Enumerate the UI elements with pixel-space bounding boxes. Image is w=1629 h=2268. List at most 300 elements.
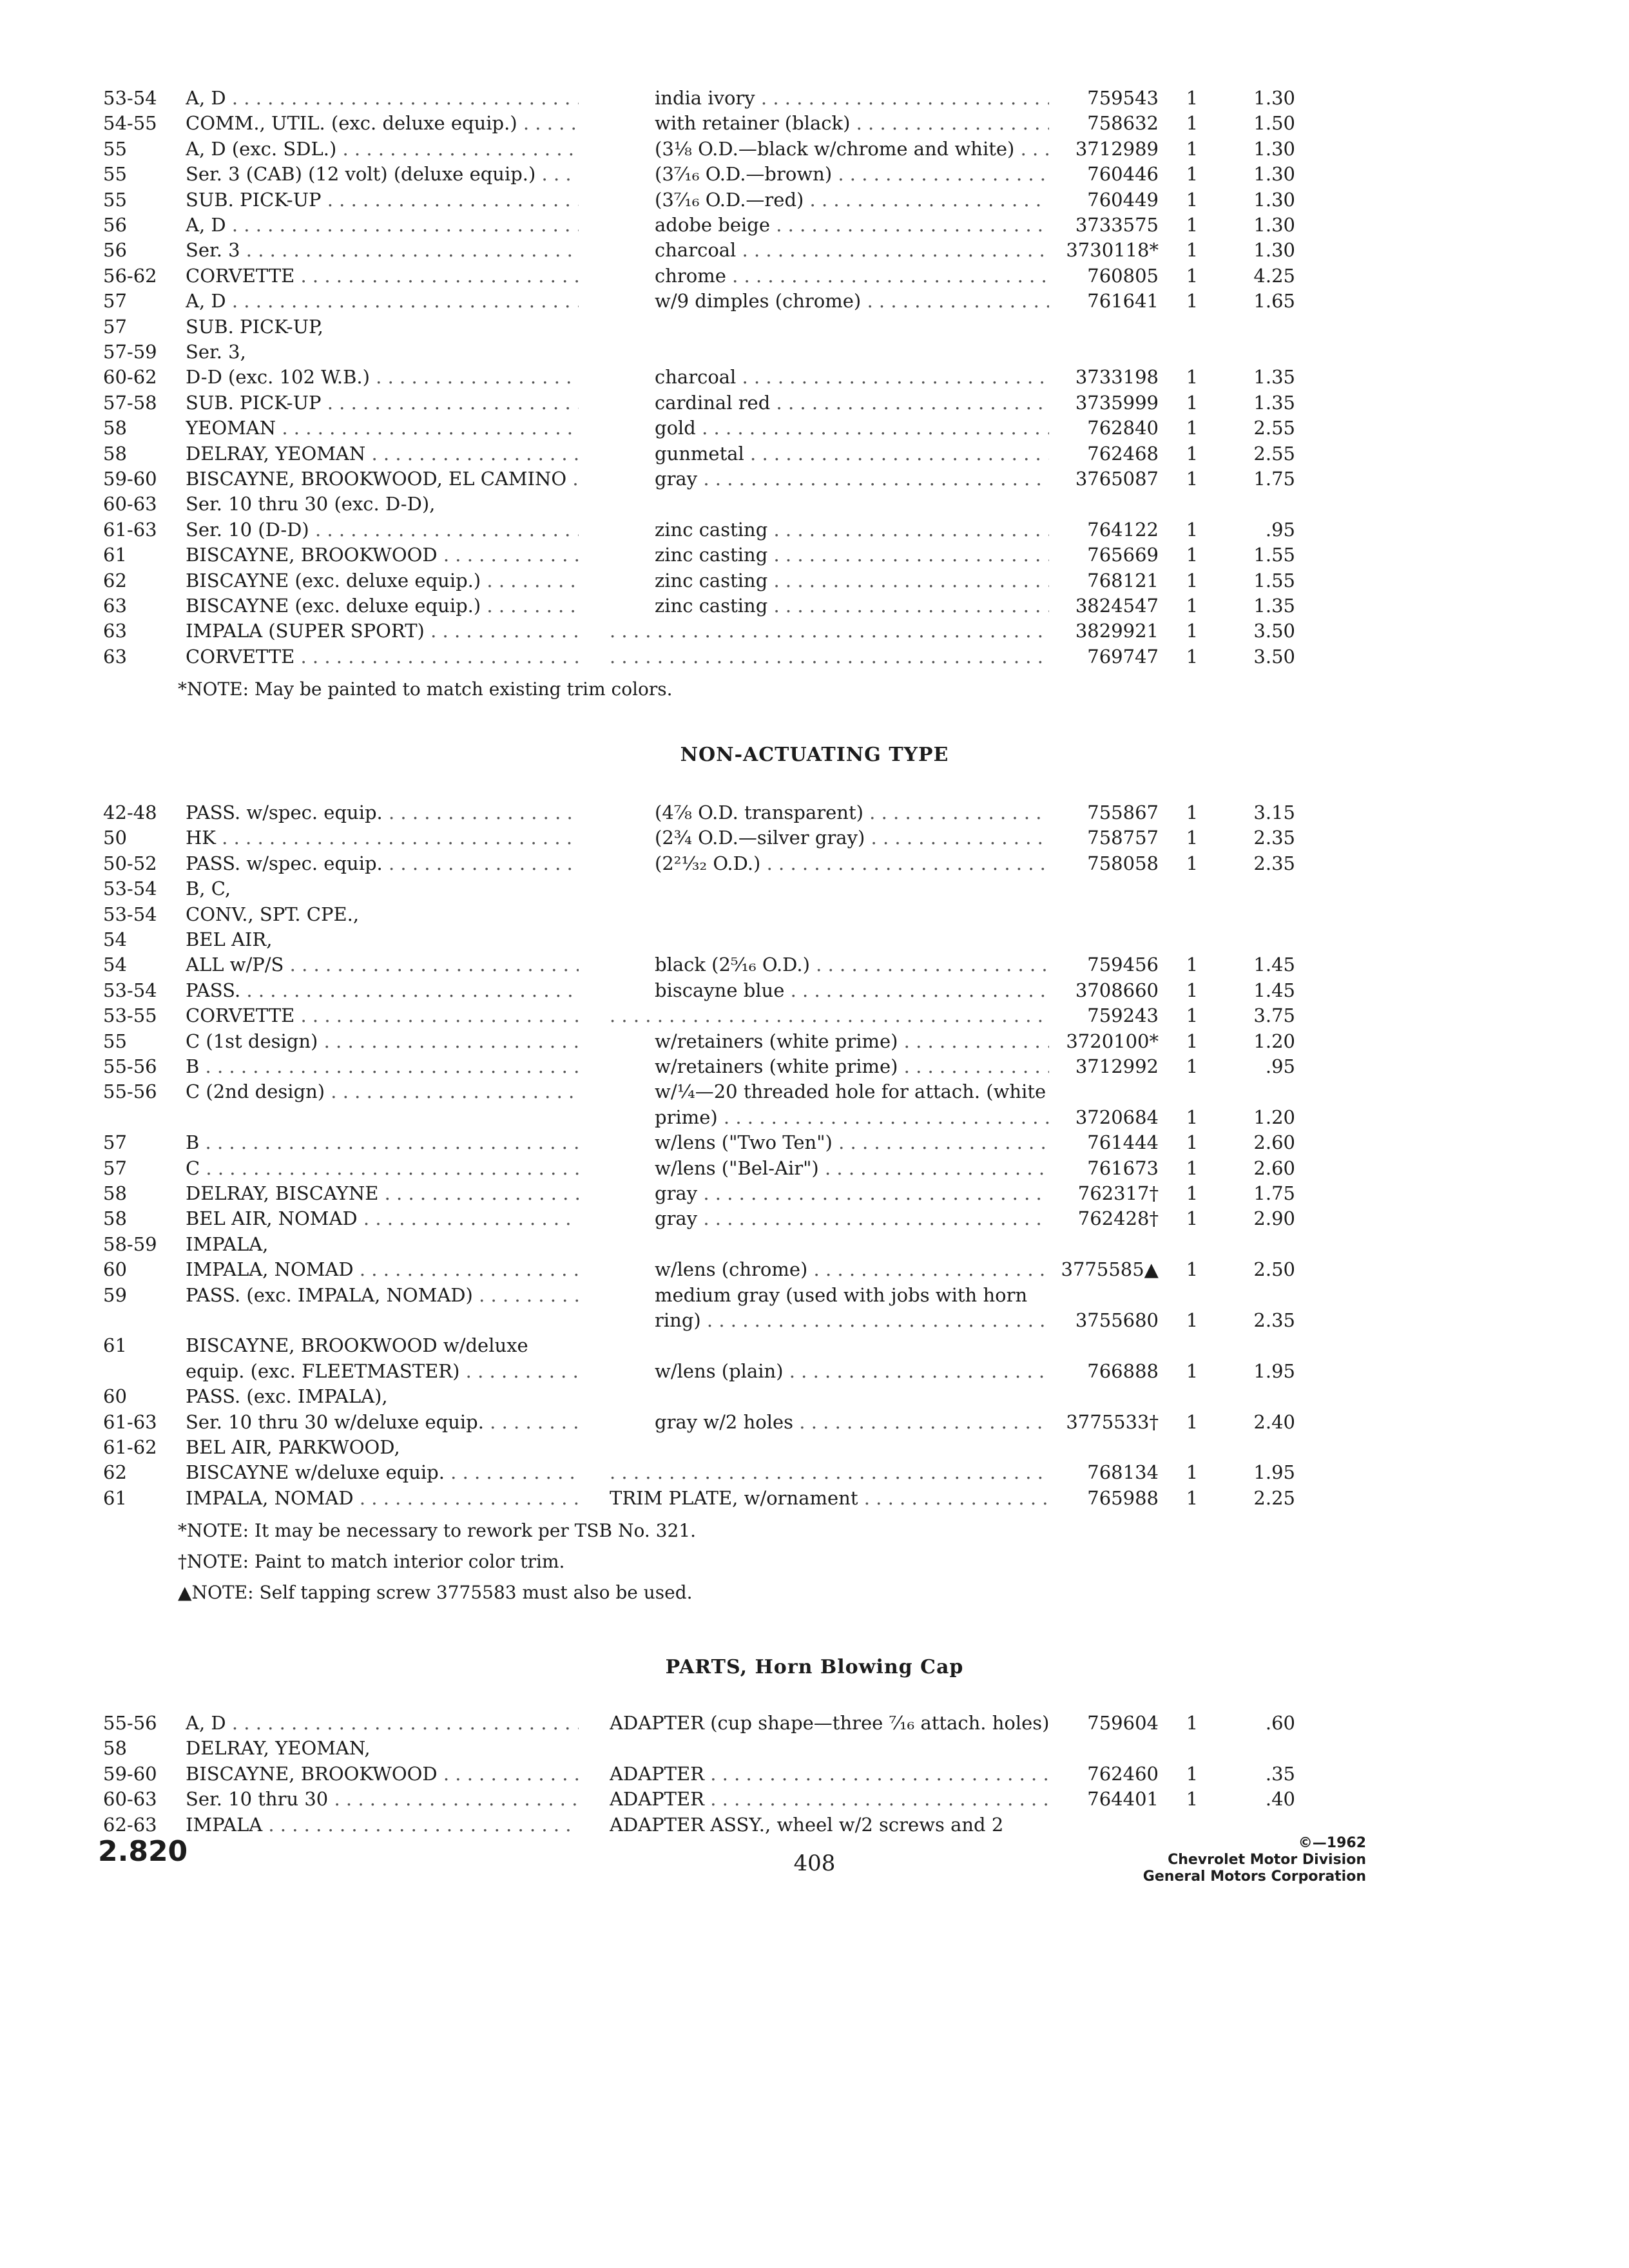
model-cell: PASS. w/spec. equip. . . . <box>186 850 579 876</box>
description-cell: cardinal red . . . <box>655 390 1049 416</box>
table-row <box>0 927 1629 952</box>
table-row <box>0 1735 1629 1761</box>
price: .40 <box>1265 1788 1295 1811</box>
model-cell: CORVETTE . . . <box>186 263 579 289</box>
price: 1.35 <box>1253 366 1295 389</box>
model-cell: DELRAY, BISCAYNE . . . <box>186 1180 579 1206</box>
part-number: 762468 <box>1087 442 1159 465</box>
year-range: 61 <box>103 544 127 566</box>
model-cell: YEOMAN . . . <box>186 415 579 441</box>
table-row <box>0 1434 1629 1460</box>
table-row <box>0 1053 1629 1079</box>
model-cell: PASS. w/spec. equip. . . . <box>186 800 579 825</box>
copyright-block <box>1143 1835 1366 1885</box>
table-row <box>0 977 1629 1003</box>
price: 3.50 <box>1253 620 1295 642</box>
table-row <box>0 1761 1629 1787</box>
model-cell: C (1st design) . . . <box>186 1028 579 1054</box>
year-range: 55 <box>103 163 127 186</box>
table-row <box>0 1485 1629 1511</box>
table-row <box>0 1180 1629 1206</box>
quantity: 1 <box>1186 1182 1199 1204</box>
part-number: 765988 <box>1087 1486 1159 1509</box>
price: 1.30 <box>1253 239 1295 262</box>
description-cell: ADAPTER . . . <box>610 1761 1049 1787</box>
footnote: ▲NOTE: Self tapping screw 3775583 must also be used. <box>178 1582 693 1604</box>
price: 2.25 <box>1253 1486 1295 1509</box>
quantity: 1 <box>1186 1258 1199 1281</box>
model-cell: C . . . <box>186 1155 579 1181</box>
quantity: 1 <box>1186 112 1199 135</box>
year-range: 58 <box>103 442 127 465</box>
price: 1.45 <box>1253 954 1295 976</box>
table-row <box>0 1155 1629 1181</box>
description-cell: (3⁷⁄₁₆ O.D.—red) . . . <box>655 187 1049 213</box>
description-cell: w/lens (chrome) . . . <box>655 1256 1049 1282</box>
year-range: 61-63 <box>103 1410 157 1433</box>
model-cell: B . . . <box>186 1129 579 1155</box>
year-range: 53-54 <box>103 903 157 925</box>
part-number: 759456 <box>1087 954 1159 976</box>
description-cell: TRIM PLATE, w/ornament . . . <box>610 1485 1049 1511</box>
description-cell: w/¼—20 threaded hole for attach. (white <box>655 1081 1046 1103</box>
description-cell: ADAPTER . . . <box>610 1786 1049 1812</box>
price: 1.55 <box>1253 544 1295 566</box>
quantity: 1 <box>1186 802 1199 823</box>
table-row <box>0 237 1629 263</box>
quantity: 1 <box>1186 1461 1199 1484</box>
quantity: 1 <box>1186 544 1199 566</box>
footnote: †NOTE: Paint to match interior color trim. <box>178 1551 565 1573</box>
table-row <box>0 1710 1629 1736</box>
year-range: 60-62 <box>103 366 157 389</box>
model-cell: BISCAYNE, BROOKWOOD, EL CAMINO . . . <box>186 466 579 492</box>
price: 4.25 <box>1253 264 1295 287</box>
quantity: 1 <box>1186 1788 1199 1811</box>
price: .95 <box>1265 1055 1295 1077</box>
part-number: 765669 <box>1087 544 1159 566</box>
model-cell: BISCAYNE, BROOKWOOD w/deluxe <box>186 1334 528 1357</box>
table-row <box>0 952 1629 977</box>
table-row <box>0 136 1629 162</box>
model-cell: Ser. 3, <box>186 341 246 363</box>
table-row <box>0 644 1629 669</box>
table-row <box>0 263 1629 289</box>
model-cell: BISCAYNE, BROOKWOOD . . . <box>186 542 579 568</box>
description-cell: charcoal . . . <box>655 364 1049 390</box>
year-range: 61-63 <box>103 518 157 541</box>
part-number: 3708660 <box>1075 979 1159 1001</box>
model-cell: PASS. . . . <box>186 977 579 1003</box>
model-cell: IMPALA (SUPER SPORT) . . . <box>186 618 579 644</box>
description-cell: (4⅞ O.D. transparent) . . . <box>655 800 1049 825</box>
price: .60 <box>1265 1712 1295 1734</box>
table-row <box>0 1104 1629 1130</box>
model-cell: HK . . . <box>186 825 579 850</box>
table-row <box>0 85 1629 111</box>
model-cell: A, D . . . <box>186 1710 579 1736</box>
model-cell: CONV., SPT. CPE., <box>186 903 360 925</box>
description-cell: chrome . . . <box>655 263 1049 289</box>
price: 1.30 <box>1253 214 1295 236</box>
quantity: 1 <box>1186 1309 1199 1331</box>
model-cell: PASS. (exc. IMPALA), <box>186 1385 388 1408</box>
part-number: 758058 <box>1087 852 1159 874</box>
description-cell: zinc casting . . . <box>655 542 1049 568</box>
table-row <box>0 1206 1629 1231</box>
year-range: 54-55 <box>103 112 157 135</box>
description-cell: gray . . . <box>655 466 1049 492</box>
model-cell: IMPALA, NOMAD . . . <box>186 1256 579 1282</box>
table-row <box>0 390 1629 416</box>
year-range: 53-54 <box>103 87 157 109</box>
description-cell: prime) . . . <box>655 1104 1049 1130</box>
model-cell: Ser. 3 . . . <box>186 237 579 263</box>
year-range: 60 <box>103 1258 127 1281</box>
model-cell: ALL w/P/S . . . <box>186 952 579 977</box>
quantity: 1 <box>1186 391 1199 414</box>
table-row <box>0 1256 1629 1282</box>
quantity: 1 <box>1186 827 1199 849</box>
model-cell: DELRAY, YEOMAN . . . <box>186 441 579 466</box>
part-number: 758757 <box>1087 827 1159 849</box>
quantity: 1 <box>1186 954 1199 976</box>
part-number: 769747 <box>1087 645 1159 668</box>
quantity: 1 <box>1186 1106 1199 1128</box>
price: 2.60 <box>1253 1131 1295 1154</box>
quantity: 1 <box>1186 1055 1199 1077</box>
description-cell: zinc casting . . . <box>655 517 1049 543</box>
part-number: 3775533† <box>1066 1410 1159 1433</box>
model-cell: C (2nd design) . . . <box>186 1079 579 1104</box>
description-cell: gray . . . <box>655 1206 1049 1231</box>
price: 1.30 <box>1253 163 1295 186</box>
price: 2.35 <box>1253 1309 1295 1331</box>
quantity: 1 <box>1186 442 1199 465</box>
description-cell: w/lens ("Bel-Air") . . . <box>655 1155 1049 1181</box>
quantity: 1 <box>1186 239 1199 262</box>
model-cell: B . . . <box>186 1053 579 1079</box>
price: 1.65 <box>1253 290 1295 312</box>
year-range: 61 <box>103 1334 127 1357</box>
model-cell: BISCAYNE (exc. deluxe equip.) . . . <box>186 593 579 619</box>
price: 1.95 <box>1253 1360 1295 1382</box>
year-range: 56-62 <box>103 264 157 287</box>
year-range: 63 <box>103 595 127 617</box>
year-range: 58 <box>103 417 127 439</box>
quantity: 1 <box>1186 1762 1199 1785</box>
part-number: 760446 <box>1087 163 1159 186</box>
year-range: 57 <box>103 1131 127 1154</box>
price: 2.55 <box>1253 442 1295 465</box>
copyright-line: Chevrolet Motor Division <box>1168 1852 1366 1868</box>
table-row <box>0 187 1629 213</box>
description-cell: gold . . . <box>655 415 1049 441</box>
part-number: 3735999 <box>1075 391 1159 414</box>
price: 1.30 <box>1253 87 1295 109</box>
price: 1.35 <box>1253 595 1295 617</box>
part-number: 762317† <box>1077 1182 1159 1204</box>
year-range: 60-63 <box>103 493 157 515</box>
model-cell: A, D . . . <box>186 288 579 314</box>
year-range: 57 <box>103 1157 127 1179</box>
description-cell: gunmetal . . . <box>655 441 1049 466</box>
quantity: 1 <box>1186 87 1199 109</box>
part-number: 3824547 <box>1075 595 1159 617</box>
part-number: 759543 <box>1087 87 1159 109</box>
part-number: 3730118* <box>1066 239 1159 262</box>
part-number: 3720684 <box>1075 1106 1159 1128</box>
description-cell: ADAPTER (cup shape—three ⁷⁄₁₆ attach. holes) . . . <box>610 1710 1049 1736</box>
description-cell: w/retainers (white prime) . . . <box>655 1028 1049 1054</box>
section-code: 2.820 <box>98 1835 188 1868</box>
table-row <box>0 441 1629 466</box>
table-row <box>0 1332 1629 1358</box>
year-range: 55-56 <box>103 1081 157 1103</box>
price: 1.75 <box>1253 468 1295 490</box>
table-row <box>0 1459 1629 1485</box>
table-row <box>0 161 1629 187</box>
description-cell: adobe beige . . . <box>655 212 1049 238</box>
year-range: 42-48 <box>103 802 157 823</box>
model-cell: Ser. 3 (CAB) (12 volt) (deluxe equip.) . . . <box>186 161 579 187</box>
table-row <box>0 466 1629 492</box>
year-range: 55 <box>103 137 127 160</box>
quantity: 1 <box>1186 1030 1199 1052</box>
part-number: 755867 <box>1087 802 1159 823</box>
table-row <box>0 1231 1629 1257</box>
quantity: 1 <box>1186 1712 1199 1734</box>
part-number: 3733575 <box>1075 214 1159 236</box>
part-number: 768121 <box>1087 569 1159 591</box>
quantity: 1 <box>1186 595 1199 617</box>
year-range: 56 <box>103 239 127 262</box>
description-cell: (3⁷⁄₁₆ O.D.—brown) . . . <box>655 161 1049 187</box>
part-number: 3712989 <box>1075 137 1159 160</box>
part-number: 3765087 <box>1075 468 1159 490</box>
table-row <box>0 1282 1629 1308</box>
part-number: 766888 <box>1087 1360 1159 1382</box>
quantity: 1 <box>1186 163 1199 186</box>
part-number: 3720100* <box>1066 1030 1159 1052</box>
year-range: 62 <box>103 569 127 591</box>
part-number: 764401 <box>1087 1788 1159 1811</box>
table-row <box>0 1079 1629 1104</box>
model-cell: SUB. PICK-UP, <box>186 315 323 338</box>
part-number: 761641 <box>1087 290 1159 312</box>
quantity: 1 <box>1186 214 1199 236</box>
table-row <box>0 1409 1629 1435</box>
price: 2.35 <box>1253 827 1295 849</box>
description-cell <box>610 1003 1049 1028</box>
price: 3.50 <box>1253 645 1295 668</box>
description-cell: w/lens (plain) . . . <box>655 1358 1049 1384</box>
description-cell <box>610 644 1049 669</box>
price: 2.55 <box>1253 417 1295 439</box>
model-cell: BEL AIR, NOMAD . . . <box>186 1206 579 1231</box>
part-number: 761673 <box>1087 1157 1159 1179</box>
price: 1.35 <box>1253 391 1295 414</box>
quantity: 1 <box>1186 1131 1199 1154</box>
price: 2.90 <box>1253 1207 1295 1230</box>
quantity: 1 <box>1186 1410 1199 1433</box>
price: 1.50 <box>1253 112 1295 135</box>
quantity: 1 <box>1186 569 1199 591</box>
price: .95 <box>1265 518 1295 541</box>
model-cell: SUB. PICK-UP . . . <box>186 187 579 213</box>
table-row <box>0 593 1629 619</box>
model-cell: CORVETTE . . . <box>186 1003 579 1028</box>
model-cell: A, D . . . <box>186 212 579 238</box>
description-cell: (3⅛ O.D.—black w/chrome and white) . . . <box>655 136 1049 162</box>
model-cell: SUB. PICK-UP . . . <box>186 390 579 416</box>
price: 1.30 <box>1253 137 1295 160</box>
quantity: 1 <box>1186 518 1199 541</box>
year-range: 53-55 <box>103 1004 157 1027</box>
quantity: 1 <box>1186 468 1199 490</box>
year-range: 59-60 <box>103 468 157 490</box>
price: 1.55 <box>1253 569 1295 591</box>
model-cell: DELRAY, YEOMAN, <box>186 1737 371 1760</box>
quantity: 1 <box>1186 1004 1199 1027</box>
description-cell: (2²¹⁄₃₂ O.D.) . . . <box>655 850 1049 876</box>
table-row <box>0 901 1629 927</box>
part-number: 3775585▲ <box>1061 1258 1159 1281</box>
year-range: 60 <box>103 1385 127 1408</box>
year-range: 53-54 <box>103 878 157 900</box>
model-cell: BISCAYNE, BROOKWOOD . . . <box>186 1761 579 1787</box>
model-cell: BEL AIR, <box>186 928 273 950</box>
description-cell: ADAPTER ASSY., wheel w/2 screws and 2 <box>610 1813 1004 1836</box>
description-cell <box>610 618 1049 644</box>
model-cell: B, C, <box>186 878 231 900</box>
quantity: 1 <box>1186 264 1199 287</box>
price: 3.15 <box>1253 802 1295 823</box>
part-number: 762460 <box>1087 1762 1159 1785</box>
quantity: 1 <box>1186 1360 1199 1382</box>
year-range: 62 <box>103 1461 127 1484</box>
model-cell: COMM., UTIL. (exc. deluxe equip.) . . . <box>186 110 579 136</box>
description-cell: w/retainers (white prime) . . . <box>655 1053 1049 1079</box>
quantity: 1 <box>1186 137 1199 160</box>
table-row <box>0 568 1629 593</box>
table-row <box>0 876 1629 901</box>
year-range: 58 <box>103 1207 127 1230</box>
price: 1.20 <box>1253 1106 1295 1128</box>
year-range: 56 <box>103 214 127 236</box>
year-range: 62-63 <box>103 1813 157 1836</box>
year-range: 63 <box>103 620 127 642</box>
model-cell: Ser. 10 thru 30 w/deluxe equip. . . . <box>186 1409 579 1435</box>
footnote: *NOTE: It may be necessary to rework per TSB No. 321. <box>178 1520 697 1542</box>
table-row <box>0 491 1629 517</box>
quantity: 1 <box>1186 1157 1199 1179</box>
quantity: 1 <box>1186 620 1199 642</box>
table-row <box>0 1358 1629 1384</box>
quantity: 1 <box>1186 290 1199 312</box>
table-row <box>0 517 1629 543</box>
heading-horn-blowing-cap: PARTS, Horn Blowing Cap <box>665 1656 964 1678</box>
table-row <box>0 1786 1629 1812</box>
model-cell: Ser. 10 thru 30 . . . <box>186 1786 579 1812</box>
part-number: 3755680 <box>1075 1309 1159 1331</box>
year-range: 61-62 <box>103 1436 157 1458</box>
quantity: 1 <box>1186 417 1199 439</box>
table-row <box>0 212 1629 238</box>
part-number: 760805 <box>1087 264 1159 287</box>
part-number: 3712992 <box>1075 1055 1159 1077</box>
price: .35 <box>1265 1762 1295 1785</box>
model-cell: BISCAYNE w/deluxe equip. . . . <box>186 1459 579 1485</box>
year-range: 58-59 <box>103 1233 157 1255</box>
quantity: 1 <box>1186 1207 1199 1230</box>
model-cell: Ser. 10 (D-D) . . . <box>186 517 579 543</box>
part-number: 762428† <box>1077 1207 1159 1230</box>
table-row <box>0 288 1629 314</box>
model-cell: A, D (exc. SDL.) . . . <box>186 136 579 162</box>
table-row <box>0 314 1629 340</box>
quantity: 1 <box>1186 1486 1199 1509</box>
description-cell: black (2⁵⁄₁₆ O.D.) . . . <box>655 952 1049 977</box>
price: 1.45 <box>1253 979 1295 1001</box>
description-cell: zinc casting . . . <box>655 593 1049 619</box>
year-range: 55 <box>103 188 127 211</box>
model-cell: PASS. (exc. IMPALA, NOMAD) . . . <box>186 1282 579 1308</box>
model-cell: A, D . . . <box>186 85 579 111</box>
description-cell: india ivory . . . <box>655 85 1049 111</box>
year-range: 50 <box>103 827 127 849</box>
year-range: 55-56 <box>103 1712 157 1734</box>
part-number: 768134 <box>1087 1461 1159 1484</box>
year-range: 59-60 <box>103 1762 157 1785</box>
part-number: 758632 <box>1087 112 1159 135</box>
table-row <box>0 110 1629 136</box>
year-range: 58 <box>103 1182 127 1204</box>
model-cell: IMPALA . . . <box>186 1812 579 1838</box>
quantity: 1 <box>1186 852 1199 874</box>
description-cell <box>610 1459 1049 1485</box>
quantity: 1 <box>1186 188 1199 211</box>
year-range: 57 <box>103 290 127 312</box>
table-row <box>0 1003 1629 1028</box>
table-row <box>0 850 1629 876</box>
copyright-line: ©—1962 <box>1298 1835 1366 1851</box>
quantity: 1 <box>1186 979 1199 1001</box>
description-cell: medium gray (used with jobs with horn <box>655 1283 1028 1306</box>
description-cell: (2¾ O.D.—silver gray) . . . <box>655 825 1049 850</box>
part-number: 759604 <box>1087 1712 1159 1734</box>
year-range: 57-59 <box>103 341 157 363</box>
part-number: 764122 <box>1087 518 1159 541</box>
year-range: 55-56 <box>103 1055 157 1077</box>
price: 2.50 <box>1253 1258 1295 1281</box>
price: 2.40 <box>1253 1410 1295 1433</box>
year-range: 53-54 <box>103 979 157 1001</box>
description-cell: zinc casting . . . <box>655 568 1049 593</box>
year-range: 63 <box>103 645 127 668</box>
description-cell: charcoal . . . <box>655 237 1049 263</box>
table-row <box>0 1383 1629 1409</box>
model-cell: Ser. 10 thru 30 (exc. D-D), <box>186 493 436 515</box>
year-range: 57-58 <box>103 391 157 414</box>
page-number: 408 <box>793 1850 836 1876</box>
table-row <box>0 415 1629 441</box>
table-row <box>0 339 1629 365</box>
description-cell: biscayne blue . . . <box>655 977 1049 1003</box>
price: 1.20 <box>1253 1030 1295 1052</box>
copyright-line: General Motors Corporation <box>1142 1869 1366 1885</box>
price: 1.75 <box>1253 1182 1295 1204</box>
